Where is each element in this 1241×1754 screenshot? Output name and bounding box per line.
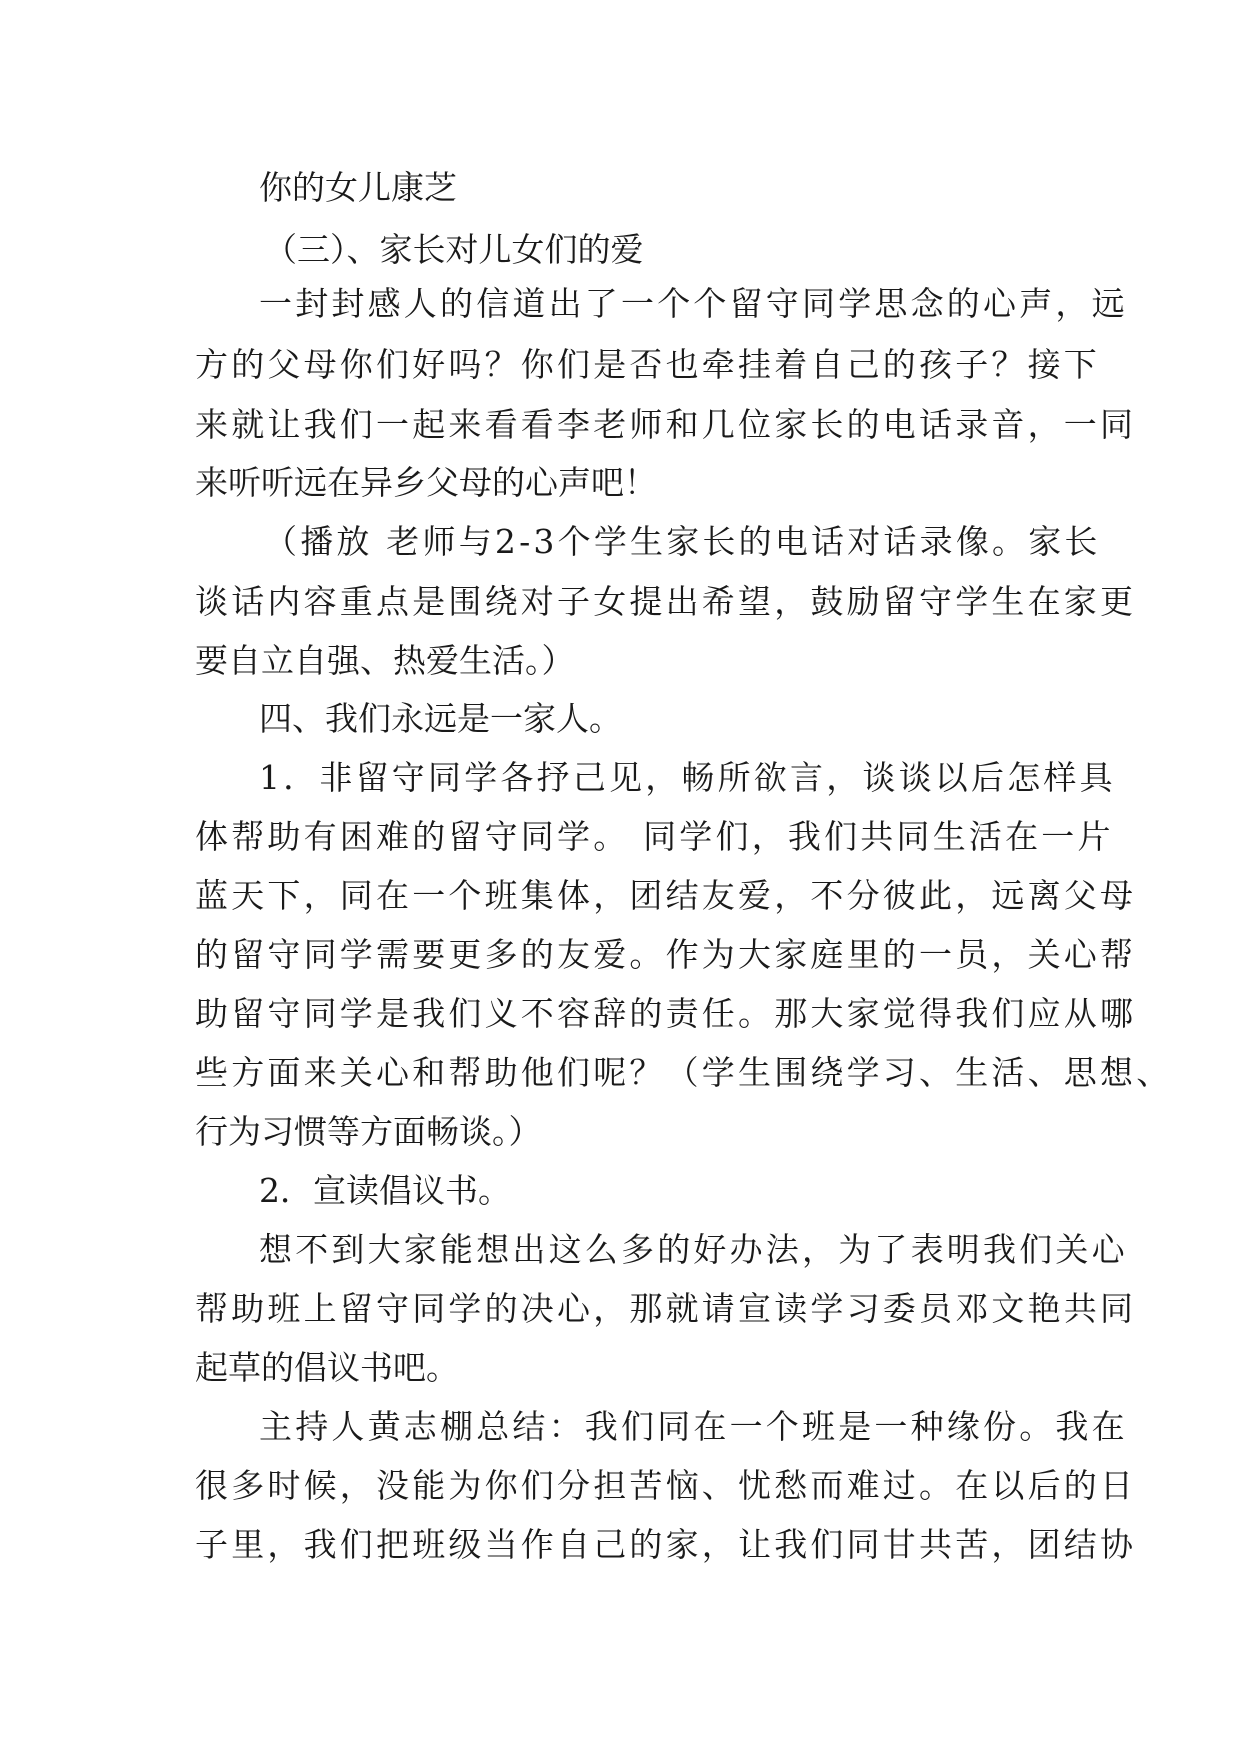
paragraph-line: 1．非留守同学各抒己见，畅所欲言，谈谈以后怎样具 [259,758,1116,797]
paragraph-line: 行为习惯等方面畅谈。） [195,1112,542,1151]
section-heading: 四、我们永远是一家人。 [259,699,622,738]
paragraph-line: 的留守同学需要更多的友爱。作为大家庭里的一员，关心帮 [195,935,1137,974]
paragraph-line: 来听听远在异乡父母的心声吧！ [195,463,657,502]
paragraph-line: 很多时候，没能为你们分担苦恼、忧愁而难过。在以后的日 [195,1466,1137,1505]
paragraph-line: 子里，我们把班级当作自己的家，让我们同甘共苦，团结协 [195,1525,1137,1564]
paragraph-line: 些方面来关心和帮助他们呢？（学生围绕学习、生活、思想、 [195,1053,1173,1092]
paragraph-line: 谈话内容重点是围绕对子女提出希望，鼓励留守学生在家更 [195,582,1137,621]
paragraph-line: 主持人黄志棚总结：我们同在一个班是一种缘份。我在 [259,1407,1128,1446]
paragraph-line: （播放 老师与2-3个学生家长的电话对话录像。家长 [264,522,1101,561]
paragraph-line: 帮助班上留守同学的决心，那就请宣读学习委员邓文艳共同 [195,1289,1137,1328]
paragraph-line: 一封封感人的信道出了一个个留守同学思念的心声，远 [259,284,1128,323]
paragraph-line: 方的父母你们好吗？你们是否也牵挂着自己的孩子？接下 [195,345,1100,384]
signature-line: 你的女儿康芝 [259,168,457,207]
paragraph-line: 要自立自强、热爱生活。） [195,641,575,680]
paragraph-line: 体帮助有困难的留守同学。 同学们，我们共同生活在一片 [195,817,1114,856]
paragraph-line: 来就让我们一起来看看李老师和几位家长的电话录音，一同 [195,405,1137,444]
paragraph-line: 起草的倡议书吧。 [195,1348,459,1387]
paragraph-line: 助留守同学是我们义不容辞的责任。那大家觉得我们应从哪 [195,994,1137,1033]
section-heading: （三）、家长对儿女们的爱 [264,230,644,269]
paragraph-line: 想不到大家能想出这么多的好办法，为了表明我们关心 [259,1230,1128,1269]
paragraph-line: 蓝天下，同在一个班集体，团结友爱，不分彼此，远离父母 [195,876,1137,915]
section-heading: 2．宣读倡议书。 [259,1171,511,1210]
